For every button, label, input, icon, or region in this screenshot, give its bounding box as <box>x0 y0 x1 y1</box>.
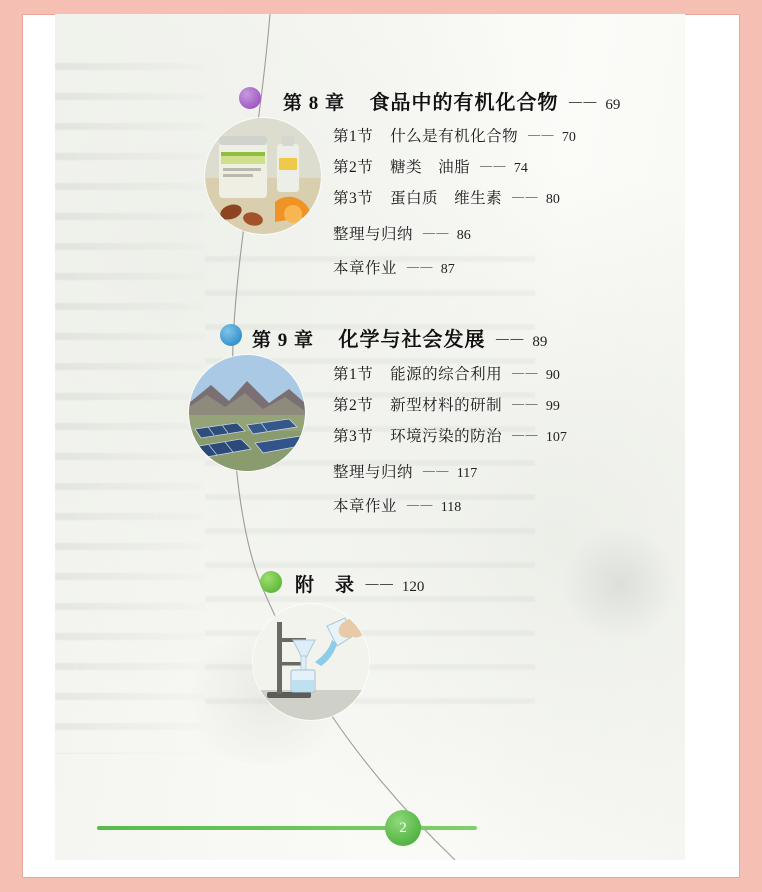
scanned-book-page <box>55 14 685 860</box>
paper-smudge <box>560 524 680 644</box>
chapter-title-8: 食品中的有机化合物 <box>369 92 559 114</box>
extra-row[interactable] <box>333 494 567 516</box>
section-row[interactable] <box>333 186 576 208</box>
section-row[interactable] <box>333 155 576 177</box>
extra-row[interactable] <box>333 222 576 244</box>
section-list-8 <box>333 124 576 287</box>
chapter-title-9: 化学与社会发展 <box>338 329 486 351</box>
bleed-through-text-left <box>55 54 205 754</box>
leader-dots: —— <box>512 189 540 203</box>
extra-page: 118 <box>440 500 462 515</box>
extra-row[interactable] <box>333 256 576 278</box>
leader-dots: —— <box>422 463 450 477</box>
section-name: 新型材料的研制 <box>390 397 503 414</box>
solar-panel-photo <box>189 355 305 471</box>
section-row[interactable] <box>333 424 567 446</box>
appendix-title-row[interactable] <box>295 570 424 597</box>
extra-row[interactable] <box>333 460 567 482</box>
leader-dots-appendix: —— <box>365 576 395 591</box>
appendix-marker-dot <box>260 571 282 593</box>
leader-dots-8: —— <box>568 94 598 109</box>
extra-name: 整理与归纳 <box>333 464 414 481</box>
chapter-page-9: 89 <box>532 334 548 350</box>
chapter-page-8: 69 <box>605 97 621 113</box>
section-label: 第2节 <box>333 159 374 176</box>
page-number-badge: 2 <box>385 810 421 846</box>
chapter-title-row-9[interactable] <box>252 323 547 352</box>
leader-dots: —— <box>406 259 434 273</box>
leader-dots: —— <box>528 127 556 141</box>
section-page: 107 <box>545 430 567 445</box>
leader-dots: —— <box>512 427 540 441</box>
chapter-number-9: 第 9 章 <box>252 330 315 351</box>
section-name: 环境污染的防治 <box>390 428 503 445</box>
section-list-9 <box>333 362 567 525</box>
section-page: 80 <box>545 192 560 207</box>
section-name: 能源的综合利用 <box>390 366 503 383</box>
section-row[interactable] <box>333 124 576 146</box>
section-name: 糖类 油脂 <box>390 159 471 176</box>
extra-name: 本章作业 <box>333 260 398 277</box>
section-label: 第3节 <box>333 190 374 207</box>
extra-page: 87 <box>440 262 455 277</box>
extra-name: 本章作业 <box>333 498 398 515</box>
section-label: 第1节 <box>333 366 374 383</box>
lab-experiment-photo <box>253 604 369 720</box>
leader-dots: —— <box>480 158 508 172</box>
chapter-marker-dot-8 <box>239 87 261 109</box>
section-name: 蛋白质 维生素 <box>390 190 503 207</box>
leader-dots: —— <box>512 365 540 379</box>
section-row[interactable] <box>333 393 567 415</box>
leader-dots-9: —— <box>495 331 525 346</box>
section-name: 什么是有机化合物 <box>390 128 519 145</box>
section-page: 99 <box>545 399 560 414</box>
chapter-title-row-8[interactable] <box>283 86 620 115</box>
leader-dots: —— <box>512 396 540 410</box>
section-label: 第3节 <box>333 428 374 445</box>
food-chemistry-photo <box>205 118 321 234</box>
leader-dots: —— <box>406 497 434 511</box>
section-page: 70 <box>561 130 576 145</box>
section-label: 第2节 <box>333 397 374 414</box>
extra-page: 86 <box>456 228 471 243</box>
chapter-marker-dot-9 <box>220 324 242 346</box>
appendix-label: 附 录 <box>295 575 356 596</box>
section-page: 74 <box>513 161 528 176</box>
extra-page: 117 <box>456 466 478 481</box>
section-label: 第1节 <box>333 128 374 145</box>
extra-name: 整理与归纳 <box>333 226 414 243</box>
section-row[interactable] <box>333 362 567 384</box>
chapter-number-8: 第 8 章 <box>283 93 346 114</box>
leader-dots: —— <box>422 225 450 239</box>
section-page: 90 <box>545 368 560 383</box>
appendix-page: 120 <box>401 579 425 595</box>
